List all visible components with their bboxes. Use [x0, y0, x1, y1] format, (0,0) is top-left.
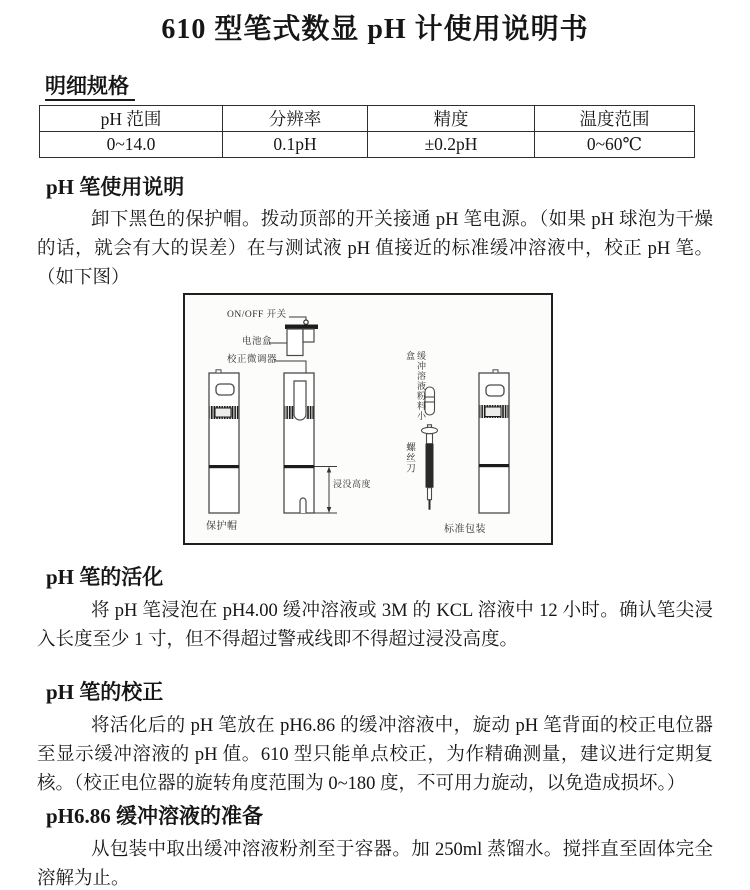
- section-heading-usage: pH 笔使用说明: [46, 175, 185, 199]
- document-title: 610 型笔式数显 pH 计使用说明书: [161, 14, 589, 45]
- section-heading-activation: pH 笔的活化: [46, 565, 164, 589]
- screwdriver-drawing: [422, 425, 438, 510]
- paragraph-buffer-prep: 从包装中取出缓冲溶液粉剂至于容器。加 250ml 蒸馏水。搅拌直至固体完全溶解为止。: [37, 840, 713, 889]
- section-heading-buffer-prep: pH6.86 缓冲溶液的准备: [46, 804, 264, 828]
- battery-box-drawing: [269, 317, 318, 356]
- col-header-temp-range: 温度范围: [535, 106, 695, 132]
- fig-label-protective-cap: 保护帽: [206, 521, 238, 532]
- fig-label-standard-package: 标准包装: [444, 524, 486, 535]
- value-ph-range: 0~14.0: [40, 132, 223, 158]
- fig-label-battery-box: 电池盒: [242, 337, 273, 347]
- value-resolution: 0.1pH: [223, 132, 368, 158]
- col-header-accuracy: 精度: [368, 106, 535, 132]
- fig-label-calibration-trimmer: 校正微调器: [227, 355, 278, 365]
- pen-diagram-drawing: [185, 295, 551, 543]
- left-pen-drawing: [209, 370, 239, 513]
- fig-label-screwdriver: 螺丝刀: [404, 442, 414, 474]
- specs-header-row: [40, 106, 695, 132]
- specs-value-row: [40, 132, 695, 158]
- middle-pen-drawing: [284, 373, 314, 513]
- paragraph-activation: 将 pH 笔浸泡在 pH4.00 缓冲溶液或 3M 的 KCL 溶液中 12 小时。确认笔尖浸入长度至少 1 寸，但不得超过警戒线即不得超过浸没高度。: [37, 601, 713, 650]
- capsule-drawing: [425, 387, 435, 415]
- pen-diagram-figure: [183, 293, 553, 545]
- value-temp-range: 0~60℃: [535, 132, 695, 158]
- col-header-resolution: 分辨率: [223, 106, 368, 132]
- fig-label-buffer-powder-box: 缓冲溶液粉料小盒: [405, 351, 426, 421]
- specs-heading: 明细规格: [45, 75, 135, 101]
- right-pen-drawing: [479, 370, 509, 513]
- paragraph-calibration: 将活化后的 pH 笔放在 pH6.86 的缓冲溶液中，旋动 pH 笔背面的校正电位器至显示缓冲溶液的 pH 值。610 型只能单点校正，为作精确测量，建议进行定期复核。（校正电位器的旋转角度范围为 0~180 度，不可用力旋动，以免造成损坏。）: [37, 716, 713, 794]
- value-accuracy: ±0.2pH: [368, 132, 535, 158]
- specs-table: [39, 105, 695, 158]
- fig-label-on-off-switch: ON/OFF 开关: [227, 310, 287, 320]
- paragraph-usage: 卸下黑色的保护帽。拨动顶部的开关接通 pH 笔电源。（如果 pH 球泡为干燥的话，就会有大的误差）在与测试液 pH 值接近的标准缓冲溶液中，校正 pH 笔。（如下图）: [37, 210, 713, 288]
- col-header-ph-range: pH 范围: [40, 106, 223, 132]
- fig-label-immersion-height: 浸没高度: [333, 479, 372, 489]
- section-heading-calibration: pH 笔的校正: [46, 680, 164, 704]
